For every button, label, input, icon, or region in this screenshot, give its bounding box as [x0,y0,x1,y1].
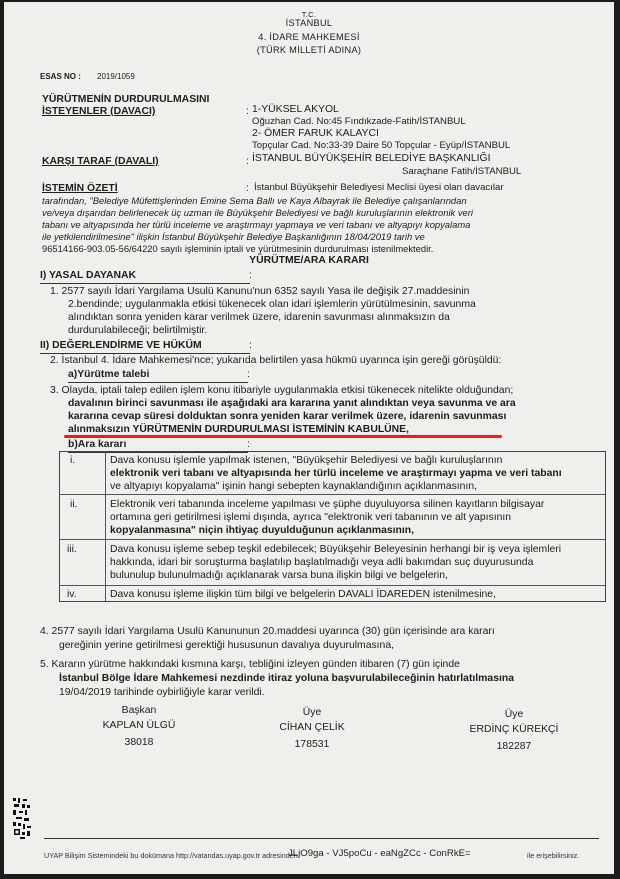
item-number: ii. [70,499,78,510]
summary-label: İSTEMİN ÖZETİ [42,183,118,194]
item-line: elektronik veri tabanı ve altyapısında her türlü inceleme ve araştırmayı yapma ve veri tabanı [110,468,562,479]
heading-underline [40,283,250,284]
plaintiff-label-1: YÜRÜTMENİN DURDURULMASINI [42,94,210,105]
sub-a-label: a)Yürütme talebi [68,369,150,380]
item-number: iv. [67,589,77,600]
footer-code: JLjO9ga - VJ5poCu - eaNgZCc - ConRkE= [288,848,471,859]
summary-line: tarafından, "Belediye Müfettişlerinden Emine Sema Ballı ve Kaya Albayrak ile Belediye çalışanlarından [42,195,467,206]
section1-line: durdurulabileceği; belirtilmiştir. [68,325,208,336]
section2-line-3: kararına cevap süresi dolduktan sonra yeniden karar verilmek üzere, idarenin savunması [68,411,507,422]
summary-line: İstanbul Büyükşehir Belediyesi Meclisi üyesi olan davacılar [254,182,504,193]
signature-name: KAPLAN ÜLGÜ [102,720,176,731]
signature-name: CİHAN ÇELİK [279,722,345,733]
red-underline [64,435,502,438]
table-row-divider [59,539,605,540]
section1-heading: I) YASAL DAYANAK [40,270,137,281]
signature-id: 182287 [496,741,532,752]
qr-code [12,796,32,842]
colon: : [246,106,249,117]
court-document [4,2,614,874]
section2-line-3: alınmaksızın YÜRÜTMENİN DURDURULMASI İSTEMİNİN KABULÜNE, [68,424,409,435]
signature-id: 38018 [124,737,154,748]
plaintiff-1-name: 1-YÜKSEL AKYOL [252,104,339,115]
summary-line: ve/veya dışarıdan belirlenecek üç uzman ile Büyükşehir Belediyesi ve bağlı kuruluşlarının elektronik veri [42,207,473,218]
item-line: Elektronik veri tabanında inceleme yapılması ve şüphe duyuluyorsa silinen kayıtların bilgisayar [110,499,545,510]
table-row-divider [59,585,605,586]
section2-heading: II) DEĞERLENDİRME VE HÜKÜM [40,340,202,351]
plaintiff-2-name: 2- ÖMER FARUK KALAYCI [252,128,379,139]
section2-line-3: 3. Olayda, iptali talep edilen işlem konu itibariyle uygulanmakla etkisi tükenecek nitelikte olduğundan; [50,385,514,396]
defendant-label: KARŞI TARAF (DAVALI) [42,156,159,167]
signature-name: ERDİNÇ KÜREKÇİ [469,724,559,735]
sub-a-underline [68,382,248,383]
colon: : [247,439,250,450]
item-line: Dava konusu işleme ilişkin tüm bilgi ve belgelerin DAVALI İDAREDEN istenilmesine, [110,589,496,600]
item-line: Dava konusu işleme sebep teşkil edebilecek; Büyükşehir Beleyesinin herhangi bir iş veya işlemleri [110,544,562,555]
section2-line-3: davalının birinci savunması ile aşağıdaki ara kararına yanıt alındıktan veya savunma ve ara [68,398,516,409]
item-number: iii. [67,544,77,555]
item-line: kopyalanmasına" niçin ihtiyaç duyulduğunun açıklanmasının, [110,525,415,536]
signature-role: Üye [504,709,524,720]
signature-id: 178531 [294,739,330,750]
item-number: i. [70,455,76,466]
item-line: bulunulup bulunulmadığı açıklanarak varsa buna ilişkin bilgi ve belgelerin, [110,570,448,581]
plaintiff-2-address: Topçular Cad. No:33-39 Daire 50 Topçular - Eyüp/İSTANBUL [252,140,511,151]
summary-line: ile yetkilendirilmesine" ilişkin İstanbul Büyükşehir Belediye Başkanlığının 18/04/2019 tarih ve [42,231,425,242]
item-line: ve altyapıyı kopyalama" işinin hangi sebepten kaynaklandığının açıklanmasının, [110,481,478,492]
closing-item-5: İstanbul Bölge İdare Mahkemesi nezdinde itiraz yoluna başvurulabileceğinin hatırlatılmasına [59,673,514,684]
table-column-divider [105,451,106,601]
defendant-name: İSTANBUL BÜYÜKŞEHİR BELEDİYE BAŞKANLIĞI [252,153,491,164]
closing-item-5: 19/04/2019 tarihinde oybirliğiyle karar verildi. [59,687,265,698]
case-label: ESAS NO : [40,72,81,81]
section2-line: 2. İstanbul 4. İdare Mahkemesi'nce; yukarıda belirtilen yasa hükmü uyarınca işin gereği görüşüldü: [50,355,502,366]
item-line: Dava konusu işlemle yapılmak istenen, "Büyükşehir Belediyesi ve bağlı kuruluşlarının [110,455,503,466]
section1-line: alındıktan sonra yeniden karar verilmek üzere, idarenin savunması alınmaksızın da [68,312,450,323]
closing-item-4: 4. 2577 sayılı İdari Yargılama Usulü Kanununun 20.maddesi uyarınca (30) gün içerisinde ara kararı [40,626,495,637]
footer-rule [44,838,599,839]
summary-line: 96514166-903.05-56/64220 sayılı işleminin iptali ve yürütmesinin durdurulması istenilmektedir. [42,243,434,254]
colon: : [249,340,252,351]
closing-item-4: gereğinin yerine getirilmesi gerektiği hususunun davalıya duyurulmasına, [59,640,394,651]
header-nation: (TÜRK MİLLETİ ADINA) [256,45,362,55]
closing-item-5: 5. Kararın yürütme hakkındaki kısmına karşı, tebliğini izleyen günden itibaren (7) gün içinde [40,659,460,670]
header-city: İSTANBUL [285,18,333,28]
colon: : [247,369,250,380]
decision-title: YÜRÜTME/ARA KARARI [249,255,369,266]
section1-line: 1. 2577 sayılı İdari Yargılama Usulü Kanunu'nun 6352 sayılı Yasa ile değişik 27.maddesinin [50,286,470,297]
item-line: ortamına geri getirilmesi işlemi dışında, ayrıca "elektronik veri tabanının ve alt yapısının [110,512,512,523]
plaintiff-1-address: Oğuzhan Cad. No:45 Fındıkzade-Fatih/İSTANBUL [252,116,466,127]
summary-line: tabanı ve altyapısında her türlü inceleme ve araştırmayı yapmaya ve veri tabanı ve altyapıyı kopyalama [42,219,471,230]
item-line: hakkında, idari bir soruşturma başlatılıp başlatılmadığı veya adli bakımdan suç duyurusunda [110,557,534,568]
section1-line: 2.bendinde; uygulanmakla etkisi tükenecek olan idari işlemlerin yürütülmesinin, savunma [68,299,476,310]
signature-role: Üye [302,707,322,718]
header-court: 4. İDARE MAHKEMESİ [258,32,360,42]
table-row-divider [59,494,605,495]
defendant-address: Saraçhane Fatih/İSTANBUL [402,166,522,177]
colon: : [249,270,252,281]
colon: : [246,156,249,167]
colon: : [246,183,249,194]
signature-role: Başkan [121,705,157,716]
header-tc: T.C. [301,10,317,19]
footer-suffix: ile erişebilirsiniz. [527,851,580,860]
footer-text: UYAP Bilişim Sistemindeki bu dokümana http://vatandas.uyap.gov.tr adresinden [44,851,298,860]
plaintiff-label-2: İSTEYENLER (DAVACI) [42,106,156,117]
case-number: 2019/1059 [97,72,135,81]
sub-b-label: b)Ara kararı [68,439,127,450]
